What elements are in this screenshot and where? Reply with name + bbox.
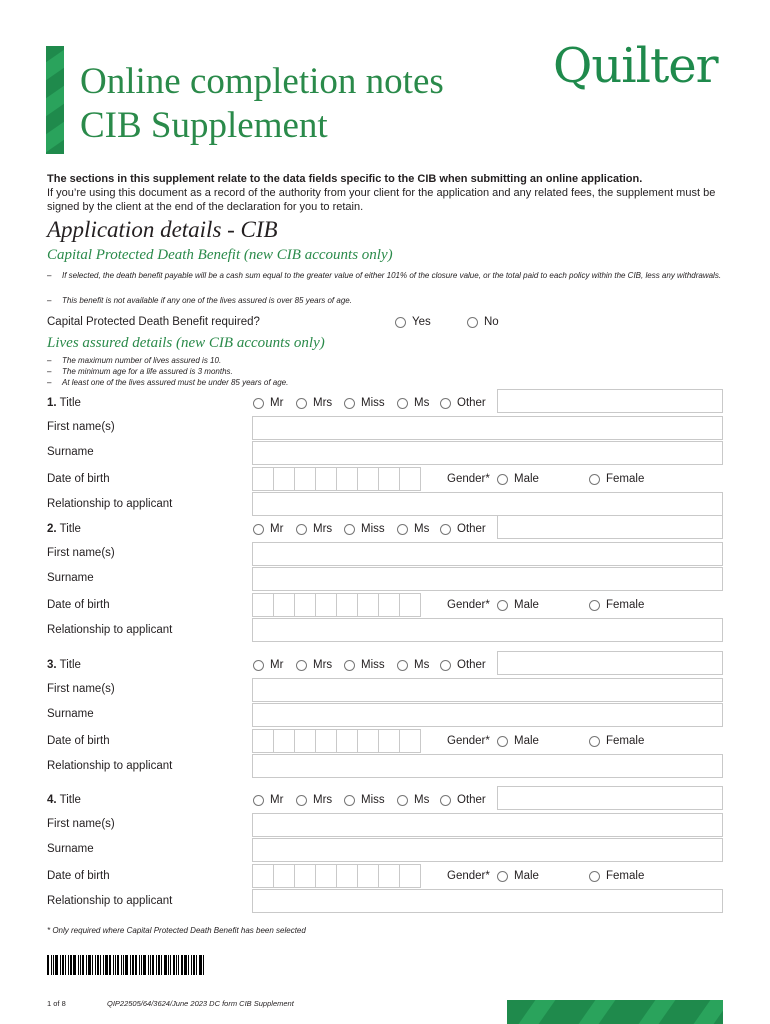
footnote: * Only required where Capital Protected Death Benefit has been selected [47, 926, 306, 935]
intro-bold: The sections in this supplement relate to the data fields specific to the CIB when submitting an online application. [47, 173, 643, 185]
life-1-title-label: 1. Title [47, 397, 81, 409]
cpdb-heading: Capital Protected Death Benefit (new CIB accounts only) [47, 247, 393, 263]
life-3-male-radio[interactable]: Male [497, 735, 539, 747]
life-3-surname-label: Surname [47, 708, 94, 720]
barcode [47, 955, 227, 975]
life-3-first-names-field[interactable] [252, 678, 723, 702]
footer-band [507, 1000, 723, 1024]
cpdb-yes-radio[interactable]: Yes [395, 316, 431, 328]
life-1-gender-label: Gender* [447, 473, 490, 485]
life-3-dob-label: Date of birth [47, 735, 110, 747]
life-4-first-names-field[interactable] [252, 813, 723, 837]
life-1-dob-field[interactable] [252, 467, 421, 491]
life-3-dob-field[interactable] [252, 729, 421, 753]
page-title: Online completion notes CIB Supplement [80, 61, 444, 146]
life-1-female-radio[interactable]: Female [589, 473, 644, 485]
life-1-title-radio-2[interactable]: Miss [344, 397, 385, 409]
cpdb-note-2: – This benefit is not available if any one of the lives assured is over 85 years of age. [47, 296, 352, 305]
life-1-first-names-label: First name(s) [47, 421, 115, 433]
life-4-gender-label: Gender* [447, 870, 490, 882]
lives-note-3: – At least one of the lives assured must be under 85 years of age. [47, 378, 289, 387]
life-3-title-radio-2[interactable]: Miss [344, 659, 385, 671]
life-4-title-radio-4[interactable]: Other [440, 794, 486, 806]
life-4-surname-label: Surname [47, 843, 94, 855]
life-4-female-radio[interactable]: Female [589, 870, 644, 882]
life-2-male-radio[interactable]: Male [497, 599, 539, 611]
cpdb-question: Capital Protected Death Benefit required? [47, 316, 260, 328]
life-1-first-names-field[interactable] [252, 416, 723, 440]
life-1-dob-label: Date of birth [47, 473, 110, 485]
life-4-title-label: 4. Title [47, 794, 81, 806]
life-2-female-radio[interactable]: Female [589, 599, 644, 611]
life-3-relationship-label: Relationship to applicant [47, 760, 173, 772]
life-3-gender-label: Gender* [447, 735, 490, 747]
life-3-title-radio-4[interactable]: Other [440, 659, 486, 671]
lives-note-2: – The minimum age for a life assured is 3 months. [47, 367, 233, 376]
section-heading: Application details - CIB [47, 217, 278, 242]
life-3-title-radio-0[interactable]: Mr [253, 659, 283, 671]
life-1-other-title-field[interactable] [497, 389, 723, 413]
life-3-first-names-label: First name(s) [47, 683, 115, 695]
life-3-relationship-field[interactable] [252, 754, 723, 778]
life-3-other-title-field[interactable] [497, 651, 723, 675]
life-3-title-radio-3[interactable]: Ms [397, 659, 429, 671]
life-4-surname-field[interactable] [252, 838, 723, 862]
life-4-relationship-label: Relationship to applicant [47, 895, 173, 907]
life-4-male-radio[interactable]: Male [497, 870, 539, 882]
life-1-relationship-label: Relationship to applicant [47, 498, 173, 510]
life-2-relationship-label: Relationship to applicant [47, 624, 173, 636]
life-3-female-radio[interactable]: Female [589, 735, 644, 747]
quilter-logo: Quilter [553, 38, 718, 94]
life-1-surname-label: Surname [47, 446, 94, 458]
cpdb-note-1: – If selected, the death benefit payable will be a cash sum equal to the greater value of either 101% of the closure value, or the total paid to each policy within the CIB, less any withdrawals. [47, 271, 722, 280]
life-4-relationship-field[interactable] [252, 889, 723, 913]
life-4-dob-field[interactable] [252, 864, 421, 888]
life-1-title-radio-3[interactable]: Ms [397, 397, 429, 409]
life-4-title-radio-3[interactable]: Ms [397, 794, 429, 806]
life-1-title-radio-4[interactable]: Other [440, 397, 486, 409]
life-2-title-radio-3[interactable]: Ms [397, 523, 429, 535]
form-code: QIP22505/64/3624/June 2023 DC form CIB Supplement [107, 999, 294, 1008]
life-4-first-names-label: First name(s) [47, 818, 115, 830]
life-2-dob-label: Date of birth [47, 599, 110, 611]
life-2-dob-field[interactable] [252, 593, 421, 617]
life-2-first-names-field[interactable] [252, 542, 723, 566]
life-2-first-names-label: First name(s) [47, 547, 115, 559]
life-2-other-title-field[interactable] [497, 515, 723, 539]
life-1-title-radio-1[interactable]: Mrs [296, 397, 332, 409]
lives-heading: Lives assured details (new CIB accounts only) [47, 335, 325, 351]
life-2-title-radio-4[interactable]: Other [440, 523, 486, 535]
life-3-surname-field[interactable] [252, 703, 723, 727]
life-4-title-radio-1[interactable]: Mrs [296, 794, 332, 806]
life-2-title-radio-2[interactable]: Miss [344, 523, 385, 535]
life-2-surname-field[interactable] [252, 567, 723, 591]
life-1-relationship-field[interactable] [252, 492, 723, 516]
page-number: 1 of 8 [47, 999, 66, 1008]
life-4-title-radio-0[interactable]: Mr [253, 794, 283, 806]
life-4-title-radio-2[interactable]: Miss [344, 794, 385, 806]
brand-stripe [46, 46, 64, 154]
life-4-dob-label: Date of birth [47, 870, 110, 882]
cpdb-no-radio[interactable]: No [467, 316, 499, 328]
intro-text [47, 172, 727, 214]
life-1-surname-field[interactable] [252, 441, 723, 465]
lives-note-1: – The maximum number of lives assured is 10. [47, 356, 222, 365]
life-2-title-label: 2. Title [47, 523, 81, 535]
life-2-title-radio-1[interactable]: Mrs [296, 523, 332, 535]
life-2-title-radio-0[interactable]: Mr [253, 523, 283, 535]
life-3-title-radio-1[interactable]: Mrs [296, 659, 332, 671]
life-1-male-radio[interactable]: Male [497, 473, 539, 485]
life-2-surname-label: Surname [47, 572, 94, 584]
life-1-title-radio-0[interactable]: Mr [253, 397, 283, 409]
life-4-other-title-field[interactable] [497, 786, 723, 810]
life-2-relationship-field[interactable] [252, 618, 723, 642]
life-2-gender-label: Gender* [447, 599, 490, 611]
life-3-title-label: 3. Title [47, 659, 81, 671]
intro-normal: If you’re using this document as a record of the authority from your client for the application and any related fees, the supplement must be signed by the client at the end of the declaration for you to retain. [47, 187, 716, 213]
